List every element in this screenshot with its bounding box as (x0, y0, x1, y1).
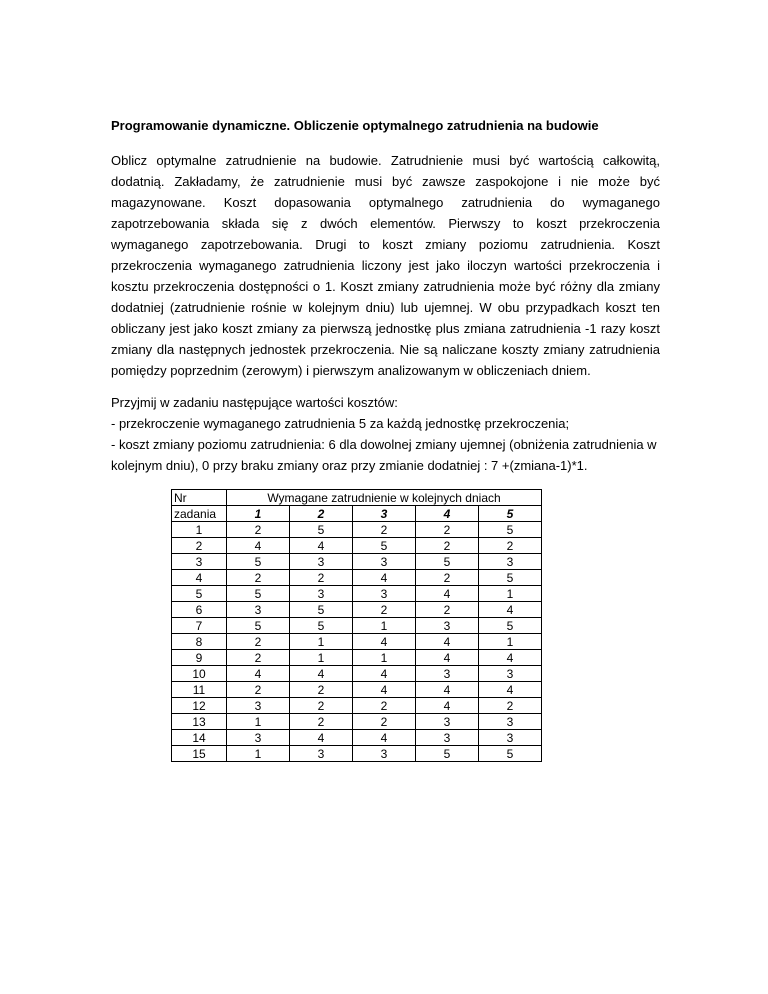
table-row (172, 538, 542, 554)
group-header: Wymagane zatrudnienie w kolejnych dniach (227, 490, 542, 506)
day-header: 1 (227, 506, 290, 522)
table-cell: 2 (227, 682, 290, 698)
table-cell: 3 (479, 714, 542, 730)
table-cell: 5 (479, 618, 542, 634)
table-cell: 4 (353, 634, 416, 650)
table-cell: 3 (479, 554, 542, 570)
table-cell: 2 (353, 714, 416, 730)
row-number: 12 (172, 698, 227, 714)
day-header: 4 (416, 506, 479, 522)
table-cell: 3 (227, 730, 290, 746)
table-cell: 3 (227, 698, 290, 714)
table-cell: 1 (353, 618, 416, 634)
table-cell: 5 (290, 522, 353, 538)
table-cell: 2 (227, 650, 290, 666)
table-cell: 4 (416, 682, 479, 698)
table-cell: 2 (227, 634, 290, 650)
table-row (172, 554, 542, 570)
table-row (172, 714, 542, 730)
table-cell: 5 (227, 618, 290, 634)
table-cell: 2 (416, 602, 479, 618)
table-cell: 4 (353, 666, 416, 682)
row-number: 9 (172, 650, 227, 666)
row-number: 4 (172, 570, 227, 586)
table-row (172, 522, 542, 538)
table-row (172, 730, 542, 746)
table-cell: 3 (290, 746, 353, 762)
table-row (172, 666, 542, 682)
table-row (172, 570, 542, 586)
document-title: Programowanie dynamiczne. Obliczenie optymalnego zatrudnienia na budowie (111, 118, 599, 133)
table-cell: 5 (479, 570, 542, 586)
table-cell: 3 (290, 554, 353, 570)
table-cell: 3 (290, 586, 353, 602)
row-number: 11 (172, 682, 227, 698)
table-cell: 5 (227, 554, 290, 570)
table-cell: 2 (353, 698, 416, 714)
table-row (172, 682, 542, 698)
table-cell: 4 (353, 570, 416, 586)
table-cell: 5 (227, 586, 290, 602)
table-row (172, 602, 542, 618)
table-cell: 5 (290, 602, 353, 618)
table-cell: 3 (479, 730, 542, 746)
table-cell: 3 (479, 666, 542, 682)
table-cell: 4 (479, 602, 542, 618)
nr-header: Nr (172, 490, 227, 506)
table-cell: 4 (479, 650, 542, 666)
table-cell: 3 (416, 730, 479, 746)
table-cell: 5 (479, 522, 542, 538)
table-cell: 4 (227, 666, 290, 682)
table-row (172, 634, 542, 650)
day-header: 2 (290, 506, 353, 522)
table-cell: 5 (479, 746, 542, 762)
table-cell: 2 (416, 570, 479, 586)
table-cell: 2 (290, 682, 353, 698)
table-cell: 1 (290, 650, 353, 666)
table-cell: 2 (479, 538, 542, 554)
table-row (172, 618, 542, 634)
document-page (111, 117, 660, 762)
row-number: 3 (172, 554, 227, 570)
table-cell: 4 (227, 538, 290, 554)
row-number: 10 (172, 666, 227, 682)
table-cell: 5 (290, 618, 353, 634)
table-header-row (172, 490, 542, 506)
requirements-table (171, 489, 542, 762)
row-number: 1 (172, 522, 227, 538)
table-cell: 4 (353, 682, 416, 698)
table-cell: 4 (416, 650, 479, 666)
row-number: 7 (172, 618, 227, 634)
assumption-line: kolejnym dniu), 0 przy braku zmiany oraz przy zmianie dodatniej : 7 +(zmiana-1)*1. (111, 458, 588, 473)
table-cell: 2 (416, 538, 479, 554)
table-row (172, 650, 542, 666)
cost-assumptions (111, 392, 660, 476)
table-cell: 4 (416, 634, 479, 650)
assumption-line: Przyjmij w zadaniu następujące wartości kosztów: (111, 395, 398, 410)
row-number: 15 (172, 746, 227, 762)
day-header-row (172, 506, 542, 522)
table-cell: 4 (416, 586, 479, 602)
table-cell: 5 (353, 538, 416, 554)
table-cell: 2 (353, 522, 416, 538)
table-cell: 2 (353, 602, 416, 618)
row-number: 13 (172, 714, 227, 730)
assumption-line: - przekroczenie wymaganego zatrudnienia 5 za każdą jednostkę przekroczenia; (111, 416, 570, 431)
table-cell: 4 (353, 730, 416, 746)
table-cell: 4 (416, 698, 479, 714)
table-cell: 3 (416, 618, 479, 634)
table-cell: 4 (290, 538, 353, 554)
row-number: 5 (172, 586, 227, 602)
table-cell: 2 (416, 522, 479, 538)
table-cell: 2 (290, 714, 353, 730)
table-cell: 1 (479, 586, 542, 602)
table-cell: 4 (290, 730, 353, 746)
row-number: 14 (172, 730, 227, 746)
table-cell: 1 (227, 714, 290, 730)
table-cell: 2 (290, 698, 353, 714)
day-header: 3 (353, 506, 416, 522)
table-cell: 2 (479, 698, 542, 714)
table-row (172, 746, 542, 762)
table-cell: 1 (290, 634, 353, 650)
day-header: 5 (479, 506, 542, 522)
nr-header-cont: zadania (172, 506, 227, 522)
row-number: 8 (172, 634, 227, 650)
table-cell: 2 (227, 570, 290, 586)
task-description: Oblicz optymalne zatrudnienie na budowie. Zatrudnienie musi być wartością całkowitą, dodatnią. Zakładamy, że zatrudnienie musi być zawsze zaspokojone i nie może być magazynowane. Koszt dopasowania optymalnego zatrudnienia do wymaganego zapotrzebowania składa się z dwóch elementów. Pierwszy to koszt przekroczenia wymaganego zapotrzebowania. Drugi to koszt zmiany poziomu zatrudnienia. Koszt przekroczenia wymaganego zatrudnienia liczony jest jako iloczyn wartości przekroczenia i kosztu przekroczenia dostępności o 1. Koszt zmiany zatrudnienia może być różny dla zmiany dodatniej (zatrudnienie rośnie w kolejnym dniu) lub ujemnej. W obu przypadkach koszt ten obliczany jest jako koszt zmiany za pierwszą jednostkę plus zmiana zatrudnienia -1 razy koszt zmiany dla następnych jednostek przekroczenia. Nie są naliczane koszty zmiany zatrudnienia pomiędzy poprzednim (zerowym) i pierwszym analizowanym w obliczeniach dniem. (111, 153, 660, 378)
row-number: 2 (172, 538, 227, 554)
table-cell: 3 (353, 586, 416, 602)
table-row (172, 586, 542, 602)
table-cell: 1 (479, 634, 542, 650)
table-cell: 3 (353, 746, 416, 762)
table-cell: 3 (416, 714, 479, 730)
table-cell: 1 (227, 746, 290, 762)
table-cell: 2 (290, 570, 353, 586)
table-cell: 1 (353, 650, 416, 666)
table-cell: 5 (416, 746, 479, 762)
table-row (172, 698, 542, 714)
table-cell: 3 (353, 554, 416, 570)
assumption-line: - koszt zmiany poziomu zatrudnienia: 6 dla dowolnej zmiany ujemnej (obniżenia zatrudnienia w (111, 437, 657, 452)
table-cell: 4 (479, 682, 542, 698)
table-cell: 3 (416, 666, 479, 682)
table-cell: 2 (227, 522, 290, 538)
row-number: 6 (172, 602, 227, 618)
table-cell: 4 (290, 666, 353, 682)
table-cell: 5 (416, 554, 479, 570)
table-cell: 3 (227, 602, 290, 618)
